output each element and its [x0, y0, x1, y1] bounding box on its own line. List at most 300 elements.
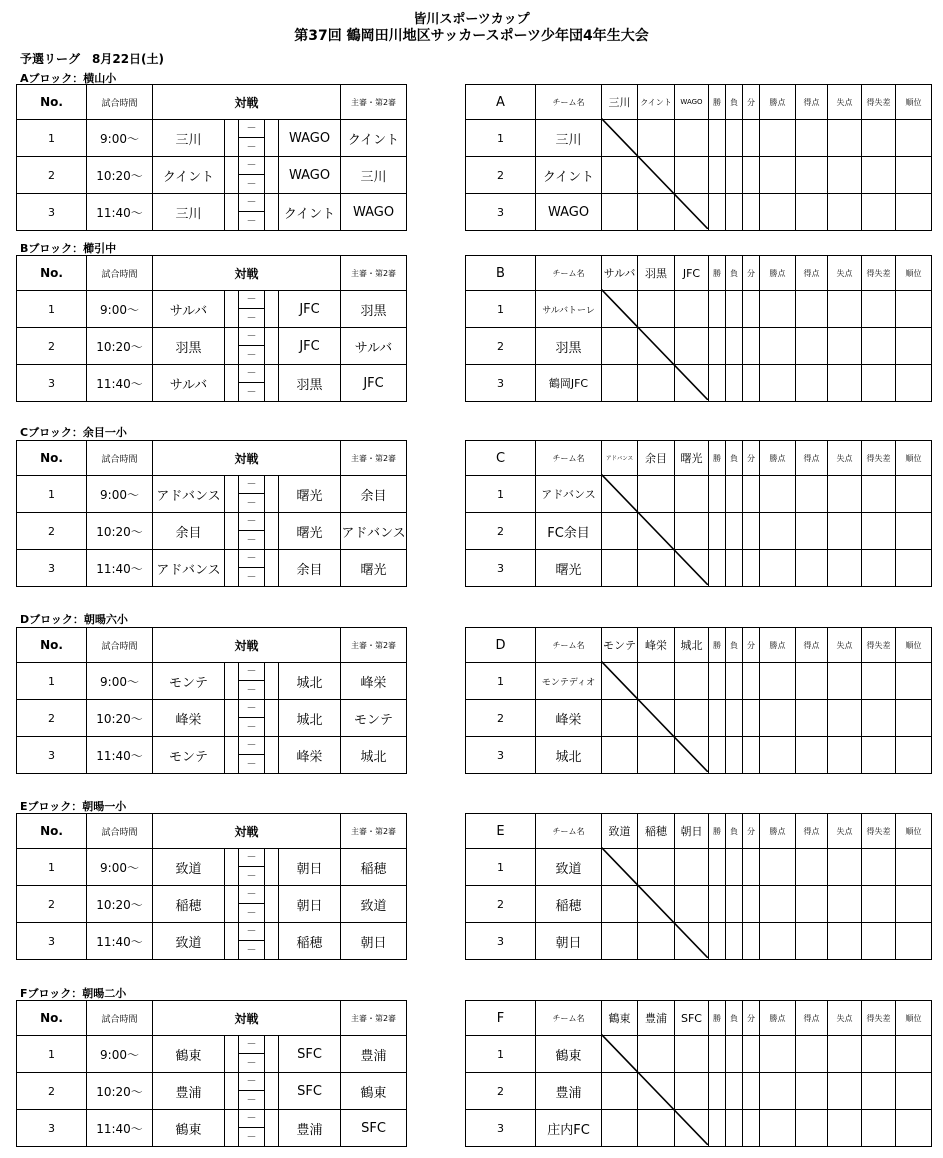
win-cell [709, 291, 726, 328]
diagonal-line [601, 1034, 708, 1145]
header-draw: 分 [743, 85, 760, 120]
header-time: 試合時間 [87, 256, 153, 291]
match-time: 10:20～ [87, 700, 153, 737]
goal-diff-cell [862, 194, 896, 231]
team-no: 3 [466, 194, 536, 231]
header-goals-against: 失点 [828, 814, 862, 849]
referee-team: WAGO [341, 194, 407, 231]
diagonal-line-stroke [601, 661, 708, 772]
win-cell [709, 194, 726, 231]
goals-for-cell [796, 1110, 828, 1147]
diagonal-line [601, 474, 708, 585]
loss-cell [726, 737, 743, 774]
score-dash: － [239, 138, 265, 157]
header-goals-against: 失点 [828, 1001, 862, 1036]
home-score-left [225, 1073, 239, 1110]
header-time: 試合時間 [87, 814, 153, 849]
team-name: 曙光 [536, 550, 602, 587]
team-no: 2 [466, 513, 536, 550]
rank-cell [896, 194, 932, 231]
home-score-left [225, 291, 239, 328]
draw-cell [743, 1036, 760, 1073]
score-dash: － [239, 941, 265, 960]
match-no: 3 [17, 737, 87, 774]
team-no: 3 [466, 737, 536, 774]
match-time: 11:40～ [87, 550, 153, 587]
referee-team: 余目 [341, 476, 407, 513]
away-team: クイント [279, 194, 341, 231]
goal-diff-cell [862, 1110, 896, 1147]
header-goals-against: 失点 [828, 85, 862, 120]
team-name: クイント [536, 157, 602, 194]
rank-cell [896, 157, 932, 194]
header-referee: 主審・第2審 [341, 85, 407, 120]
goals-against-cell [828, 291, 862, 328]
away-team: 豊浦 [279, 1110, 341, 1147]
away-team: JFC [279, 328, 341, 365]
match-time: 9:00～ [87, 291, 153, 328]
block-letter: B [466, 256, 536, 291]
goal-diff-cell [862, 328, 896, 365]
home-team: 余目 [153, 513, 225, 550]
away-score-right [265, 513, 279, 550]
rank-cell [896, 550, 932, 587]
header-win: 勝 [709, 256, 726, 291]
block-letter: D [466, 628, 536, 663]
rank-cell [896, 923, 932, 960]
score-dash: － [239, 904, 265, 923]
team-name: アドバンス [536, 476, 602, 513]
goals-for-cell [796, 291, 828, 328]
loss-cell [726, 157, 743, 194]
draw-cell [743, 550, 760, 587]
draw-cell [743, 923, 760, 960]
prelim-league-date: 予選リーグ 8月22日(土) [20, 52, 165, 66]
team-no: 2 [466, 328, 536, 365]
match-no: 1 [17, 663, 87, 700]
opponent-header: アドバンス [602, 441, 638, 476]
away-team: SFC [279, 1073, 341, 1110]
away-score-right [265, 291, 279, 328]
header-rank: 順位 [896, 256, 932, 291]
match-time: 10:20～ [87, 886, 153, 923]
score-dash: － [239, 718, 265, 737]
header-loss: 負 [726, 256, 743, 291]
match-no: 1 [17, 1036, 87, 1073]
team-name: 城北 [536, 737, 602, 774]
win-cell [709, 663, 726, 700]
goals-against-cell [828, 1036, 862, 1073]
header-match: 対戦 [153, 1001, 341, 1036]
home-score-left [225, 1036, 239, 1073]
goal-diff-cell [862, 157, 896, 194]
match-time: 9:00～ [87, 663, 153, 700]
home-score-left [225, 886, 239, 923]
header-points: 勝点 [760, 628, 796, 663]
block-label: Bブロック：櫛引中 [20, 242, 117, 255]
diagonal-line-stroke [601, 474, 708, 585]
win-cell [709, 328, 726, 365]
goals-against-cell [828, 194, 862, 231]
points-cell [760, 886, 796, 923]
referee-team: 曙光 [341, 550, 407, 587]
score-dash: － [239, 194, 265, 212]
header-draw: 分 [743, 814, 760, 849]
opponent-header: WAGO [675, 85, 709, 120]
goals-for-cell [796, 700, 828, 737]
header-referee: 主審・第2審 [341, 441, 407, 476]
points-cell [760, 365, 796, 402]
team-no: 2 [466, 700, 536, 737]
team-name: 朝日 [536, 923, 602, 960]
win-cell [709, 849, 726, 886]
win-cell [709, 1036, 726, 1073]
match-no: 2 [17, 157, 87, 194]
match-time: 11:40～ [87, 1110, 153, 1147]
home-score-left [225, 194, 239, 231]
team-name: WAGO [536, 194, 602, 231]
away-team: 峰栄 [279, 737, 341, 774]
draw-cell [743, 886, 760, 923]
team-name: 峰栄 [536, 700, 602, 737]
away-team: 余目 [279, 550, 341, 587]
goals-for-cell [796, 328, 828, 365]
header-points: 勝点 [760, 1001, 796, 1036]
header-goals-against: 失点 [828, 628, 862, 663]
referee-team: 鶴東 [341, 1073, 407, 1110]
diagonal-line [601, 118, 708, 229]
referee-team: SFC [341, 1110, 407, 1147]
match-time: 10:20～ [87, 328, 153, 365]
header-time: 試合時間 [87, 628, 153, 663]
header-referee: 主審・第2審 [341, 628, 407, 663]
goals-against-cell [828, 737, 862, 774]
match-schedule-table [16, 627, 407, 774]
draw-cell [743, 737, 760, 774]
home-team: アドバンス [153, 476, 225, 513]
loss-cell [726, 194, 743, 231]
away-score-right [265, 1073, 279, 1110]
team-no: 2 [466, 886, 536, 923]
away-team: WAGO [279, 120, 341, 157]
header-goal-diff: 得失差 [862, 814, 896, 849]
header-goals-against: 失点 [828, 256, 862, 291]
home-score-left [225, 120, 239, 157]
score-dash: － [239, 291, 265, 309]
home-team: 豊浦 [153, 1073, 225, 1110]
diagonal-line-stroke [601, 847, 708, 958]
away-team: 朝日 [279, 849, 341, 886]
opponent-header: 致道 [602, 814, 638, 849]
score-dash: － [239, 383, 265, 402]
goal-diff-cell [862, 700, 896, 737]
header-team-name: チーム名 [536, 1001, 602, 1036]
diagonal-line-stroke [601, 1034, 708, 1145]
away-score-right [265, 550, 279, 587]
referee-team: クイント [341, 120, 407, 157]
away-score-right [265, 328, 279, 365]
match-no: 3 [17, 550, 87, 587]
win-cell [709, 1110, 726, 1147]
win-cell [709, 120, 726, 157]
header-match: 対戦 [153, 256, 341, 291]
header-time: 試合時間 [87, 1001, 153, 1036]
referee-team: 峰栄 [341, 663, 407, 700]
goals-against-cell [828, 476, 862, 513]
header-win: 勝 [709, 628, 726, 663]
rank-cell [896, 291, 932, 328]
home-score-left [225, 513, 239, 550]
goals-against-cell [828, 849, 862, 886]
goal-diff-cell [862, 886, 896, 923]
score-dash: － [239, 568, 265, 587]
team-name: 稲穂 [536, 886, 602, 923]
rank-cell [896, 737, 932, 774]
header-loss: 負 [726, 814, 743, 849]
match-time: 11:40～ [87, 923, 153, 960]
team-name: 致道 [536, 849, 602, 886]
loss-cell [726, 328, 743, 365]
match-no: 2 [17, 700, 87, 737]
score-dash: － [239, 120, 265, 138]
header-points: 勝点 [760, 85, 796, 120]
match-schedule-table [16, 255, 407, 402]
diagonal-line [601, 661, 708, 772]
score-dash: － [239, 1128, 265, 1147]
team-name: 鶴岡JFC [536, 365, 602, 402]
diagonal-line-stroke [601, 289, 708, 400]
header-rank: 順位 [896, 441, 932, 476]
header-rank: 順位 [896, 628, 932, 663]
win-cell [709, 157, 726, 194]
score-dash: － [239, 1054, 265, 1073]
team-no: 1 [466, 849, 536, 886]
match-no: 1 [17, 849, 87, 886]
match-time: 10:20～ [87, 1073, 153, 1110]
header-no: No. [17, 256, 87, 291]
away-score-right [265, 120, 279, 157]
rank-cell [896, 1073, 932, 1110]
header-points: 勝点 [760, 814, 796, 849]
loss-cell [726, 291, 743, 328]
draw-cell [743, 120, 760, 157]
points-cell [760, 1036, 796, 1073]
home-team: 致道 [153, 849, 225, 886]
header-match: 対戦 [153, 441, 341, 476]
win-cell [709, 476, 726, 513]
draw-cell [743, 291, 760, 328]
points-cell [760, 157, 796, 194]
rank-cell [896, 663, 932, 700]
header-win: 勝 [709, 85, 726, 120]
header-referee: 主審・第2審 [341, 1001, 407, 1036]
away-score-right [265, 663, 279, 700]
header-no: No. [17, 441, 87, 476]
goals-against-cell [828, 923, 862, 960]
draw-cell [743, 663, 760, 700]
header-draw: 分 [743, 628, 760, 663]
home-team: クイント [153, 157, 225, 194]
goals-against-cell [828, 157, 862, 194]
goal-diff-cell [862, 291, 896, 328]
team-no: 3 [466, 1110, 536, 1147]
match-time: 9:00～ [87, 476, 153, 513]
score-dash: － [239, 513, 265, 531]
goals-against-cell [828, 120, 862, 157]
match-time: 11:40～ [87, 737, 153, 774]
home-score-left [225, 663, 239, 700]
goals-for-cell [796, 1036, 828, 1073]
loss-cell [726, 365, 743, 402]
block-letter: C [466, 441, 536, 476]
header-team-name: チーム名 [536, 814, 602, 849]
points-cell [760, 923, 796, 960]
goal-diff-cell [862, 513, 896, 550]
goal-diff-cell [862, 663, 896, 700]
win-cell [709, 923, 726, 960]
score-dash: － [239, 1036, 265, 1054]
away-team: 城北 [279, 663, 341, 700]
goals-against-cell [828, 550, 862, 587]
goals-for-cell [796, 157, 828, 194]
home-score-left [225, 1110, 239, 1147]
opponent-header: 鶴東 [602, 1001, 638, 1036]
score-dash: － [239, 849, 265, 867]
goals-against-cell [828, 513, 862, 550]
diagonal-line-stroke [601, 118, 708, 229]
team-name: 羽黒 [536, 328, 602, 365]
away-team: JFC [279, 291, 341, 328]
points-cell [760, 1110, 796, 1147]
match-schedule-table [16, 84, 407, 231]
draw-cell [743, 849, 760, 886]
header-win: 勝 [709, 814, 726, 849]
team-name: FC余目 [536, 513, 602, 550]
draw-cell [743, 1110, 760, 1147]
header-no: No. [17, 1001, 87, 1036]
score-dash: － [239, 737, 265, 755]
header-draw: 分 [743, 441, 760, 476]
score-dash: － [239, 494, 265, 513]
opponent-header: 羽黒 [638, 256, 675, 291]
team-no: 3 [466, 550, 536, 587]
referee-team: 稲穂 [341, 849, 407, 886]
goals-for-cell [796, 737, 828, 774]
referee-team: JFC [341, 365, 407, 402]
goals-for-cell [796, 365, 828, 402]
win-cell [709, 737, 726, 774]
home-score-left [225, 328, 239, 365]
team-no: 2 [466, 1073, 536, 1110]
goal-diff-cell [862, 476, 896, 513]
home-team: 三川 [153, 120, 225, 157]
points-cell [760, 663, 796, 700]
points-cell [760, 550, 796, 587]
loss-cell [726, 1110, 743, 1147]
block-label: Eブロック：朝暘一小 [20, 800, 127, 813]
referee-team: 城北 [341, 737, 407, 774]
away-team: SFC [279, 1036, 341, 1073]
goals-against-cell [828, 886, 862, 923]
loss-cell [726, 923, 743, 960]
header-no: No. [17, 628, 87, 663]
opponent-header: サルバ [602, 256, 638, 291]
header-goals-for: 得点 [796, 85, 828, 120]
header-match: 対戦 [153, 85, 341, 120]
page-subtitle: 第37回 鶴岡田川地区サッカースポーツ少年団4年生大会 [294, 28, 649, 44]
score-dash: － [239, 550, 265, 568]
goals-for-cell [796, 1073, 828, 1110]
team-no: 3 [466, 365, 536, 402]
home-team: 羽黒 [153, 328, 225, 365]
header-team-name: チーム名 [536, 85, 602, 120]
opponent-header: 稲穂 [638, 814, 675, 849]
win-cell [709, 886, 726, 923]
points-cell [760, 328, 796, 365]
home-score-left [225, 700, 239, 737]
goals-for-cell [796, 513, 828, 550]
header-points: 勝点 [760, 256, 796, 291]
score-dash: － [239, 309, 265, 328]
referee-team: モンテ [341, 700, 407, 737]
draw-cell [743, 1073, 760, 1110]
header-goals-for: 得点 [796, 1001, 828, 1036]
team-name: 庄内FC [536, 1110, 602, 1147]
rank-cell [896, 849, 932, 886]
home-team: 鶴東 [153, 1036, 225, 1073]
goals-against-cell [828, 663, 862, 700]
rank-cell [896, 1036, 932, 1073]
header-no: No. [17, 814, 87, 849]
win-cell [709, 550, 726, 587]
match-no: 2 [17, 513, 87, 550]
away-score-right [265, 194, 279, 231]
opponent-header: 曙光 [675, 441, 709, 476]
goal-diff-cell [862, 550, 896, 587]
rank-cell [896, 886, 932, 923]
header-draw: 分 [743, 256, 760, 291]
header-goals-for: 得点 [796, 441, 828, 476]
score-dash: － [239, 867, 265, 886]
referee-team: 三川 [341, 157, 407, 194]
match-time: 11:40～ [87, 194, 153, 231]
goal-diff-cell [862, 923, 896, 960]
away-score-right [265, 886, 279, 923]
goals-for-cell [796, 476, 828, 513]
header-referee: 主審・第2審 [341, 256, 407, 291]
header-loss: 負 [726, 1001, 743, 1036]
points-cell [760, 737, 796, 774]
home-score-left [225, 737, 239, 774]
goals-against-cell [828, 1073, 862, 1110]
goals-for-cell [796, 886, 828, 923]
match-schedule-table [16, 1000, 407, 1147]
header-rank: 順位 [896, 1001, 932, 1036]
goals-against-cell [828, 700, 862, 737]
opponent-header: 朝日 [675, 814, 709, 849]
page-title: 皆川スポーツカップ [413, 12, 530, 27]
header-loss: 負 [726, 441, 743, 476]
block-letter: A [466, 85, 536, 120]
header-no: No. [17, 85, 87, 120]
score-dash: － [239, 755, 265, 774]
rank-cell [896, 120, 932, 157]
away-score-right [265, 849, 279, 886]
header-match: 対戦 [153, 628, 341, 663]
match-no: 2 [17, 1073, 87, 1110]
team-name: モンテディオ [536, 663, 602, 700]
header-team-name: チーム名 [536, 441, 602, 476]
